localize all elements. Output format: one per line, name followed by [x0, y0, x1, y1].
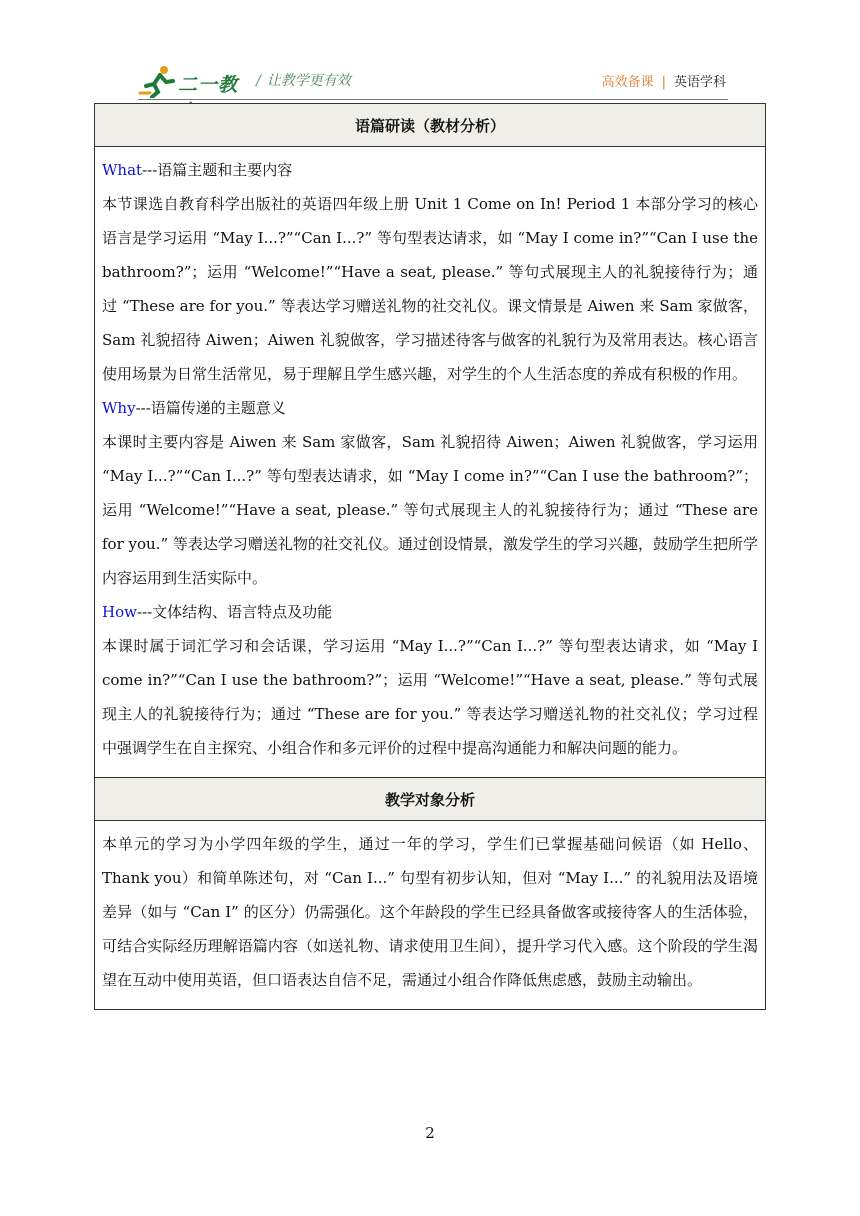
header-divider [138, 99, 728, 100]
section-title-text-analysis: 语篇研读（教材分析） [95, 104, 766, 147]
what-heading-text: ---语篇主题和主要内容 [142, 161, 293, 179]
section-title-student-analysis: 教学对象分析 [95, 778, 766, 821]
slogan-text: 让教学更有效 [266, 73, 351, 89]
header-tag-prep: 高效备课 [601, 75, 654, 90]
running-man-icon [138, 64, 178, 98]
what-keyword: What [102, 161, 143, 179]
how-heading-text: ---文体结构、语言特点及功能 [136, 603, 333, 621]
slogan [256, 70, 351, 90]
why-paragraph: 本课时主要内容是 Aiwen 来 Sam 家做客，Sam 礼貌招待 Aiwen；Aiwen 礼貌做客，学习运用 “May I...?”“Can I...?” 等句型表达请求，如 “May I come in?”“Can I use the bathroom?”；运用 “Welcome!”“Have a seat, please.” 等句式展现主人的礼貌接待行为；通过 “These are for you.” 等表达学习赠送礼物的社交礼仪。通过创设情景，激发学生的学习兴趣，鼓励学生把所学内容运用到生活实际中。 [102, 433, 758, 587]
section-body-text-analysis [95, 147, 766, 778]
logo-text: 二一教 [178, 74, 239, 96]
how-paragraph: 本课时属于词汇学习和会话课，学习运用 “May I...?”“Can I...?” 等句型表达请求，如 “May I come in?”“Can I use the bathroom?”；运用 “Welcome!”“Have a seat, please.” 等句式展现主人的礼貌接待行为；通过 “These are for you.” 等表达学习赠送礼物的社交礼仪；学习过程中强调学生在自主探究、小组合作和多元评价的过程中提高沟通能力和解决问题的能力。 [102, 637, 758, 757]
how-heading [102, 595, 758, 629]
why-keyword: Why [102, 399, 136, 417]
header-tags [602, 71, 726, 90]
page-header [138, 62, 728, 102]
slogan-slash: / [256, 73, 261, 89]
header-separator: | [661, 75, 666, 90]
what-heading [102, 153, 758, 187]
why-heading [102, 391, 758, 425]
how-keyword: How [102, 603, 137, 621]
lesson-analysis-table [94, 103, 766, 1010]
section-body-student-analysis [95, 821, 766, 1010]
page-number: 2 [425, 1124, 435, 1142]
header-tag-subject: 英语学科 [673, 75, 726, 90]
logo [138, 64, 248, 98]
what-paragraph: 本节课选自教育科学出版社的英语四年级上册 Unit 1 Come on In! Period 1 本部分学习的核心语言是学习运用 “May I...?”“Can I...?” 等句型表达请求，如 “May I come in?”“Can I use the bathroom?”；运用 “Welcome!”“Have a seat, please.” 等句式展现主人的礼貌接待行为；通过 “These are for you.” 等表达学习赠送礼物的社交礼仪。课文情景是 Aiwen 来 Sam 家做客，Sam 礼貌招待 Aiwen；Aiwen 礼貌做客，学习描述待客与做客的礼貌行为及常用表达。核心语言使用场景为日常生活常见，易于理解且学生感兴趣，对学生的个人生活态度的养成有积极的作用。 [102, 195, 758, 383]
student-analysis-paragraph: 本单元的学习为小学四年级的学生，通过一年的学习，学生们已掌握基础问候语（如 Hello、Thank you）和简单陈述句，对 “Can I...” 句型有初步认知，但对 “May I...” 的礼貌用法及语境差异（如与 “Can I” 的区分）仍需强化。这个年龄段的学生已经具备做客或接待客人的生活体验，可结合实际经历理解语篇内容（如送礼物、请求使用卫生间），提升学习代入感。这个阶段的学生渴望在互动中使用英语，但口语表达自信不足，需通过小组合作降低焦虑感，鼓励主动输出。 [102, 835, 758, 989]
why-heading-text: ---语篇传递的主题意义 [135, 399, 286, 417]
